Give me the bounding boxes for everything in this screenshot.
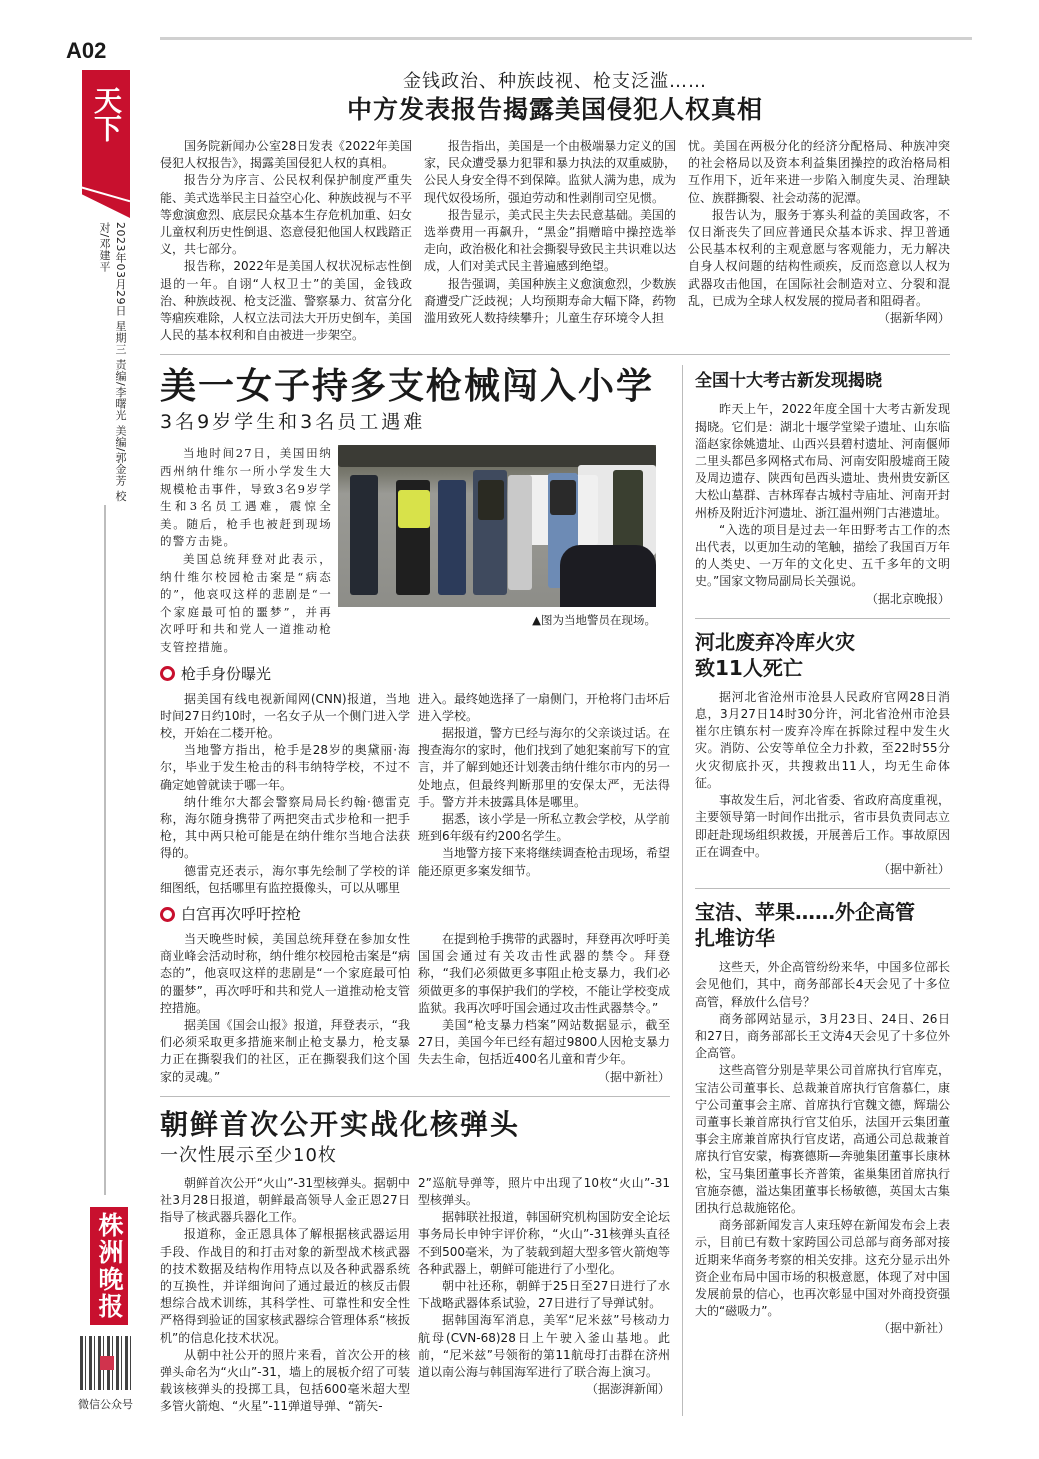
fire-headline-line-1: 河北废弃冷库火灾 xyxy=(695,629,855,654)
paragraph: 美国“枪支暴力档案”网站数据显示，截至27日，美国今年已经有超过9800人因枪支暴力失去生命，包括近400名儿童和青少年。 xyxy=(418,1018,670,1067)
story2-column-3 xyxy=(160,931,410,1086)
archaeology-body xyxy=(695,401,950,590)
paragraph: 商务部网站显示，3月23日、24日、26日和27日，商务部部长王文涛4天会见了十多位外企高管。 xyxy=(695,1011,950,1061)
story1-body xyxy=(160,138,950,344)
paragraph: 报告强调，美国种族主义愈演愈烈，少数族裔遭受广泛歧视；人均预期寿命大幅下降，药物滥用致死人数持续攀升；儿童生存环境令人担 xyxy=(424,276,677,326)
photo-block xyxy=(338,445,656,629)
paragraph: 进入。最终她选择了一扇侧门，开枪将门击坏后进入学校。 xyxy=(418,691,671,723)
fire-source: （据中新社） xyxy=(877,861,950,876)
story3-body xyxy=(160,1175,670,1416)
qr-label: 微信公众号 xyxy=(78,1398,133,1411)
paragraph: 纳什维尔大都会警察局局长约翰·德雷克称，海尔随身携带了两把突击式步枪和一把手枪，其中两只枪可能是在纳什维尔当地合法获得的。 xyxy=(160,794,410,861)
story2-source: （据中新社） xyxy=(597,1069,670,1084)
paragraph: 据河北省沧州市沧县人民政府官网28日消息，3月27日14时30分许，河北省沧州市沧县崔尔庄镇东村一废弃冷库在拆除过程中发生火灾。消防、公安等单位全力扑救，至22时55分火灾彻底扑灭，共搜救出11人，均无生命体征。 xyxy=(695,689,950,790)
story1-kicker: 金钱政治、种族歧视、枪支泛滥…… xyxy=(403,71,707,92)
paragraph: 昨天上午，2022年度全国十大考古新发现揭晓。它们是：湖北十堰学堂梁子遗址、山东临淄赵家徐姚遗址、山西兴县碧村遗址、河南偃师二里头都邑多网格式布局、河南安阳殷墟商王陵及周边遗存、陕西旬邑西头遗址、贵州贵安新区大松山墓群、吉林珲春古城村寺庙址、河南开封州桥及附近汴河遗址、浙江温州朔门古港遗址。 xyxy=(695,402,950,520)
divider xyxy=(160,354,950,355)
story2-column-2 xyxy=(418,691,670,880)
paragraph: 据报道，警方已经与海尔的父亲谈过话。在搜查海尔的家时，他们找到了她犯案前写下的宣言，并了解到她还计划袭击纳什维尔市内的另一处地点，但最终判断那里的安保太严，无法得手。警方并未披露具体是哪里。 xyxy=(418,725,671,809)
paragraph: 美国总统拜登对此表示，纳什维尔校园枪击案是“病态的”，他哀叹这样的悲剧是“一个家庭最可怕的噩梦”，并再次呼吁和共和党人一道推动枪支管控措施。 xyxy=(160,552,332,654)
subhead-text: 枪手身份曝光 xyxy=(181,664,272,683)
story1-headline: 中方发表报告揭露美国侵犯人权真相 xyxy=(346,95,763,124)
paragraph: 国务院新闻办公室28日发表《2022年美国侵犯人权报告》，揭露美国侵犯人权的真相。 xyxy=(160,139,412,171)
paragraph: 从朝中社公开的照片来看，首次公开的核弹头命名为“火山”-31，墙上的展板介绍了可装载该核弹头的投掷工具，包括600毫米超大型多管火箭炮、“火星”-11弹道导弹、“箭矢- xyxy=(160,1347,410,1414)
story2-column-1 xyxy=(160,691,410,897)
police-photo xyxy=(338,445,656,607)
top-rule xyxy=(160,37,972,40)
story2-column-4 xyxy=(418,931,670,1069)
story2-body-1 xyxy=(160,691,670,897)
lead-photo-row xyxy=(160,445,670,656)
archaeology-headline: 全国十大考古新发现揭晓 xyxy=(695,371,882,392)
story3-subtitle: 一次性展示至少10枚 xyxy=(160,1144,337,1166)
circle-bullet-icon xyxy=(160,907,175,922)
divider xyxy=(695,888,950,889)
paragraph: 朝中社还称，朝鲜于25日至27日进行了水下战略武器体系试验，27日进行了导弹试射。 xyxy=(418,1279,670,1311)
story2-subtitle: 3名9岁学生和3名员工遇难 xyxy=(160,411,426,434)
paragraph: 商务部新闻发言人束珏婷在新闻发布会上表示，目前已有数十家跨国公司总部与商务部对接近期来华商务考察的相关安排。这充分显示出外资企业布局中国市场的积极意愿，体现了对中国发展前景的信心，也再次彰显中国对外商投资强大的“磁吸力”。 xyxy=(695,1218,950,1319)
left-area xyxy=(160,365,670,1415)
paragraph: 据美国《国会山报》报道，拜登表示，“我们必须采取更多措施来制止枪支暴力，枪支暴力正在撕裂我们的社区，正在撕裂我们这个国家的灵魂。” xyxy=(160,1018,410,1084)
subhead-text: 白宫再次呼吁控枪 xyxy=(181,905,302,923)
photo-caption: ▲图为当地警员在现场。 xyxy=(532,613,656,628)
fire-headline-line-2: 致11人死亡 xyxy=(695,655,803,680)
paragraph: 报告认为，服务于寡头利益的美国政客，不仅日渐丧失了回应普通民众基本诉求、捍卫普通公民基本权利的主观意愿与客观能力，无力解决自身人权问题的结构性顽疾，反而恣意以人权为武器攻击他国，在国际社会制造对立、分裂和混乱，已成为全球人权发展的搅局者和阻碍者。 xyxy=(688,207,950,308)
paragraph: 报告指出，美国是一个由极端暴力定义的国家，民众遭受暴力犯罪和暴力执法的双重威胁，公民人身安全得不到保障。监狱人满为患，成为现代奴役场所，强迫劳动和性剥削司空见惯。 xyxy=(424,139,677,205)
paragraph: 2”巡航导弹等，照片中出现了10枚“火山”-31型核弹头。 xyxy=(418,1175,670,1208)
story3-headline: 朝鲜首次公开实战化核弹头 xyxy=(160,1107,521,1141)
paragraph: 据悉，该小学是一所私立教会学校，从学前班到6年级有约200名学生。 xyxy=(418,811,671,844)
qr-code-icon xyxy=(80,1336,134,1390)
executives-headline-line-2: 扎堆访华 xyxy=(695,926,775,951)
archaeology-source: （据北京晚报） xyxy=(865,591,950,606)
dateline: 2023年03月29日 星期三 责编/李曙光 美编/郭金芳 校对/邓建平 xyxy=(98,222,127,502)
newspaper-logo: 株洲晚报 xyxy=(90,1207,128,1325)
paragraph: 据韩联社报道，韩国研究机构国防安全论坛事务局长申钟宇评价称，“火山”-31核弹头直径不到500毫米，为了装载到超大型多管火箭炮等各种武器上，朝鲜可能进行了小型化。 xyxy=(418,1210,671,1276)
paragraph: 报告分为序言、公民权利保护制度严重失能、美式选举民主日益空心化、种族歧视与不平等愈演愈烈、底层民众基本生存危机加重、妇女儿童权利历史性倒退、恣意侵犯他国人权践踏正义，共七部分。 xyxy=(160,173,413,257)
subhead-shooter-identity xyxy=(160,663,670,685)
paragraph: 这些天，外企高管纷纷来华，中国多位部长会见他们，其中，商务部部长4天会见了十多位高管，释放什么信号？ xyxy=(695,960,950,1009)
executives-body xyxy=(695,959,950,1320)
executives-source: （据中新社） xyxy=(877,1321,950,1336)
executives-headline xyxy=(695,899,950,951)
story2-lead xyxy=(160,445,332,656)
paragraph: 事故发生后，河北省委、省政府高度重视，主要领导第一时间作出批示，省市县负责同志立即赶赴现场组织救援，开展善后工作。事故原因正在调查中。 xyxy=(695,793,950,859)
paragraph: 当地时间27日，美国田纳西州纳什维尔一所小学发生大规模枪击事件，导致3名9岁学生和3名员工遇难，震惊全美。随后，枪手也被赶到现场的警方击毙。 xyxy=(160,446,332,549)
story3-column-1 xyxy=(160,1175,410,1416)
paragraph: 据韩国海军消息，美军“尼米兹”号核动力航母(CVN-68)28日上午驶入釜山基地。此前，“尼米兹”号领衔的第11航母打击群在济州道以南公海与韩国海军进行了联合海上演习。 xyxy=(418,1313,670,1380)
paragraph: 报告称，2022年是美国人权状况标志性倒退的一年。自诩“人权卫士”的美国，金钱政治、种族歧视、枪支泛滥、警察暴力、贫富分化等痼疾难除，人权立法司法大开历史倒车，美国人民的基本权利和自由被进一步架空。 xyxy=(160,259,413,343)
section-name: 天下 xyxy=(90,86,123,142)
paragraph: 忧。美国在两极分化的经济分配格局、种族冲突的社会格局以及资本利益集团操控的政治格局相互作用下，近年来进一步陷入制度失灵、治理缺位、族群撕裂、社会动荡的泥潭。 xyxy=(688,139,950,205)
page-number: A02 xyxy=(66,38,107,63)
story1-source: （据新华网） xyxy=(877,311,950,326)
paragraph: 当地警方接下来将继续调查枪击现场，希望能还原更多案发细节。 xyxy=(418,846,671,878)
paragraph: 报道称，金正恩具体了解根据核武器运用手段、作战目的和打击对象的新型战术核武器的技术数据及结构作用特点以及各种武器系统的互换性，并详细询问了通过最近的核反击假想综合战术训练，其科学性、可靠性和安全性严格得到验证的国家核武器综合管理体系“核扳机”的信息化技术状况。 xyxy=(160,1227,410,1345)
story1-column-3 xyxy=(688,138,950,310)
right-column xyxy=(682,365,950,1415)
circle-bullet-icon xyxy=(160,666,175,681)
paragraph: 朝鲜首次公开“火山”-31型核弹头。据朝中社3月28日报道，朝鲜最高领导人金正恩27日指导了核武器兵器化工作。 xyxy=(160,1175,410,1225)
executives-headline-line-1: 宝洁、苹果……外企高管 xyxy=(695,900,915,925)
divider xyxy=(160,1096,670,1097)
story1-column-3-wrap xyxy=(688,138,950,327)
sidebar-rule xyxy=(104,505,106,1195)
story3-source: （据澎湃新闻） xyxy=(585,1382,670,1397)
paragraph: 据美国有线电视新闻网(CNN)报道，当地时间27日约10时，一名女子从一个侧门进入学校，开始在二楼开枪。 xyxy=(160,691,410,740)
main-content xyxy=(160,70,950,1416)
paragraph: “入选的项目是过去一年田野考古工作的杰出代表，以更加生动的笔触，描绘了我国百万年的人类史、一万年的文化史、五千多年的文明史。”国家文物局副局长关强说。 xyxy=(695,522,950,589)
story1-column-1 xyxy=(160,138,412,344)
story2-column-4-wrap xyxy=(418,931,670,1086)
paragraph: 在提到枪手携带的武器时，拜登再次呼吁美国国会通过有关攻击性武器的禁令。拜登称，“我们必须做更多事阻止枪支暴力，我们必须做更多的事保护我们的学校，不能让学校变成监狱。我再次呼吁国会通过攻击性武器禁令。” xyxy=(418,932,671,1015)
paragraph: 当地警方指出，枪手是28岁的奥黛丽·海尔，毕业于发生枪击的科韦纳特学校，不过不确定她曾就读于哪一年。 xyxy=(160,743,410,792)
paragraph: 报告显示，美式民主失去民意基础。美国的选举费用一再飙升，“黑金”捐赠暗中操控选举走向，政治极化和社会撕裂导致民主共识难以达成，人们对美式民主普遍感到绝望。 xyxy=(424,207,677,274)
paragraph: 当天晚些时候，美国总统拜登在参加女性商业峰会活动时称，纳什维尔校园枪击案是“病态的”，他哀叹这样的悲剧是“一个家庭最可怕的噩梦”，再次呼吁和共和党人一道推动枪支管控措施。 xyxy=(160,932,410,1015)
paragraph: 这些高管分别是苹果公司首席执行官库克，宝洁公司董事长、总裁兼首席执行官詹慕仁，康宁公司董事会主席、首席执行官魏文德，辉瑞公司董事长兼首席执行官艾伯乐，法国开云集团董事会主席兼首席执行官皮诺，高通公司总裁兼首席执行官安蒙，梅赛德斯—奔驰集团董事长康林松，宝马集团董事长齐普策，雀巢集团首席执行官施奈德，溢达集团董事长杨敏德，英国太古集团执行总裁施铭伦。 xyxy=(695,1063,950,1215)
paragraph: 德雷克还表示，海尔事先绘制了学校的详细图纸，包括哪里有监控摄像头，可以从哪里 xyxy=(160,863,410,895)
fire-body xyxy=(695,689,950,861)
lower-section xyxy=(160,365,950,1415)
story3-column-2-wrap xyxy=(418,1175,670,1399)
story1-column-2 xyxy=(424,138,676,327)
story2-body-2 xyxy=(160,931,670,1086)
subhead-white-house xyxy=(160,903,670,925)
story3-column-2 xyxy=(418,1175,670,1381)
divider xyxy=(695,618,950,619)
story2-headline: 美一女子持多支枪械闯入小学 xyxy=(160,366,655,408)
fire-headline xyxy=(695,629,950,681)
